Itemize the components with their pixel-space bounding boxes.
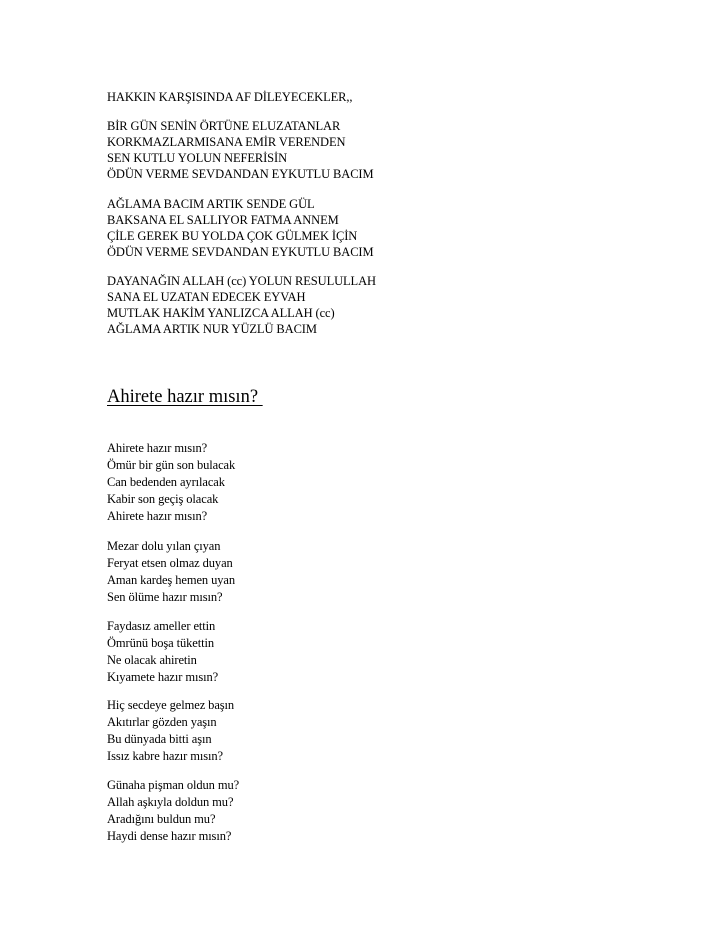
poem-2-line: Faydasız ameller ettin bbox=[107, 619, 216, 633]
poem-1-line: AĞLAMA ARTIK NUR YÜZLÜ BACIM bbox=[107, 322, 317, 336]
poem-1-line: ÖDÜN VERME SEVDANDAN EYKUTLU BACIM bbox=[107, 245, 374, 259]
poem-2-line: Allah aşkıyla doldun mu? bbox=[107, 795, 234, 809]
poem-2-line: Haydi dense hazır mısın? bbox=[107, 829, 232, 843]
poem-1-line: ÇİLE GEREK BU YOLDA ÇOK GÜLMEK İÇİN bbox=[107, 229, 358, 243]
poem-2-line: Can bedenden ayrılacak bbox=[107, 475, 225, 489]
poem-1-line: ÖDÜN VERME SEVDANDAN EYKUTLU BACIM bbox=[107, 167, 374, 181]
poem-1-heading-line: HAKKIN KARŞISINDA AF DİLEYECEKLER,, bbox=[107, 90, 353, 104]
poem-1-line: SANA EL UZATAN EDECEK EYVAH bbox=[107, 290, 306, 304]
poem-1-line: SEN KUTLU YOLUN NEFERİSİN bbox=[107, 151, 288, 165]
poem-2-line: Feryat etsen olmaz duyan bbox=[107, 556, 233, 570]
poem-2-line: Sen ölüme hazır mısın? bbox=[107, 590, 223, 604]
poem-2-line: Ahirete hazır mısın? bbox=[107, 441, 208, 455]
poem-2-line: Aman kardeş hemen uyan bbox=[107, 573, 235, 587]
poem-2-line: Kabir son geçiş olacak bbox=[107, 492, 219, 506]
poem-2-line: Hiç secdeye gelmez başın bbox=[107, 698, 235, 712]
poem-2-line: Ne olacak ahiretin bbox=[107, 653, 197, 667]
poem-2-line: Ömür bir gün son bulacak bbox=[107, 458, 236, 472]
poem-1-line: BİR GÜN SENİN ÖRTÜNE ELUZATANLAR bbox=[107, 119, 341, 133]
poem-2-line: Akıtırlar gözden yaşın bbox=[107, 715, 217, 729]
poem-2-line: Ahirete hazır mısın? bbox=[107, 509, 208, 523]
poem-2-line: Ömrünü boşa tükettin bbox=[107, 636, 215, 650]
poem-2-line: Bu dünyada bitti aşın bbox=[107, 732, 212, 746]
poem-1-line: BAKSANA EL SALLIYOR FATMA ANNEM bbox=[107, 213, 339, 227]
poem-1-line: KORKMAZLARMISANA EMİR VERENDEN bbox=[107, 135, 346, 149]
poem-2-line: Kıyamete hazır mısın? bbox=[107, 670, 219, 684]
poem-1-line: AĞLAMA BACIM ARTIK SENDE GÜL bbox=[107, 197, 315, 211]
poem-2-line: Mezar dolu yılan çıyan bbox=[107, 539, 221, 553]
poem-1-line: MUTLAK HAKİM YANLIZCA ALLAH (cc) bbox=[107, 306, 335, 320]
poem-2-title: Ahirete hazır mısın? bbox=[107, 387, 263, 407]
poem-1-line: DAYANAĞIN ALLAH (cc) YOLUN RESULULLAH bbox=[107, 274, 376, 288]
poem-2-line: Günaha pişman oldun mu? bbox=[107, 778, 240, 792]
poem-2-line: Aradığını buldun mu? bbox=[107, 812, 216, 826]
poem-2-line: Issız kabre hazır mısın? bbox=[107, 749, 223, 763]
